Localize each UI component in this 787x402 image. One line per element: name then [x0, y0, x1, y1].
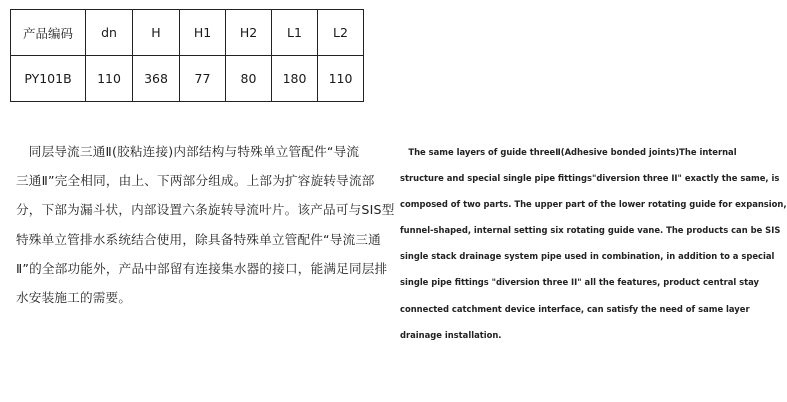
cell-dn: 110: [86, 56, 133, 102]
en-line: connected catchment device interface, can satisfy the need of same layer: [400, 303, 750, 314]
header-h2: H2: [226, 10, 272, 56]
description-english: [400, 139, 787, 348]
cn-line: Ⅱ”的全部功能外，产品中部留有连接集水器的接口，能满足同层排: [16, 260, 388, 276]
spec-table: [10, 9, 364, 102]
description-chinese: [16, 137, 395, 312]
cell-h2: 80: [226, 56, 272, 102]
cn-line: 分，下部为漏斗状，内部设置六条旋转导流叶片。该产品可与SIS型: [16, 202, 395, 218]
header-dn: dn: [86, 10, 133, 56]
cn-line: 同层导流三通Ⅱ(胶粘连接)内部结构与特殊单立管配件“导流: [16, 144, 360, 159]
header-h: H: [133, 10, 180, 56]
cn-line: 三通Ⅱ”完全相同，由上、下两部分组成。上部为扩容旋转导流部: [16, 173, 375, 189]
header-product-code: 产品编码: [11, 10, 86, 56]
cn-line: 特殊单立管排水系统结合使用，除具备特殊单立管配件“导流三通: [16, 231, 381, 247]
en-line: single stack drainage system pipe used in combination, in addition to a special: [400, 251, 775, 262]
header-h1: H1: [180, 10, 226, 56]
en-line: The same layers of guide threeⅡ(Adhesive bonded joints)The internal: [400, 147, 737, 157]
cn-line: 水安装施工的需要。: [16, 290, 132, 306]
cell-h: 368: [133, 56, 180, 102]
en-line: composed of two parts. The upper part of the lower rotating guide for expansion,: [400, 199, 787, 210]
cell-l2: 110: [318, 56, 364, 102]
spec-table-header-row: [11, 10, 364, 56]
en-line: single pipe fittings "diversion three II" all the features, product central stay: [400, 277, 759, 288]
cell-l1: 180: [272, 56, 318, 102]
cell-product-code: PY101B: [11, 56, 86, 102]
cell-h1: 77: [180, 56, 226, 102]
header-l1: L1: [272, 10, 318, 56]
en-line: funnel-shaped, internal setting six rotating guide vane. The products can be SIS: [400, 225, 781, 236]
en-line: drainage installation.: [400, 329, 502, 340]
table-row: [11, 56, 364, 102]
en-line: structure and special single pipe fittings"diversion three II" exactly the same, is: [400, 173, 780, 184]
header-l2: L2: [318, 10, 364, 56]
